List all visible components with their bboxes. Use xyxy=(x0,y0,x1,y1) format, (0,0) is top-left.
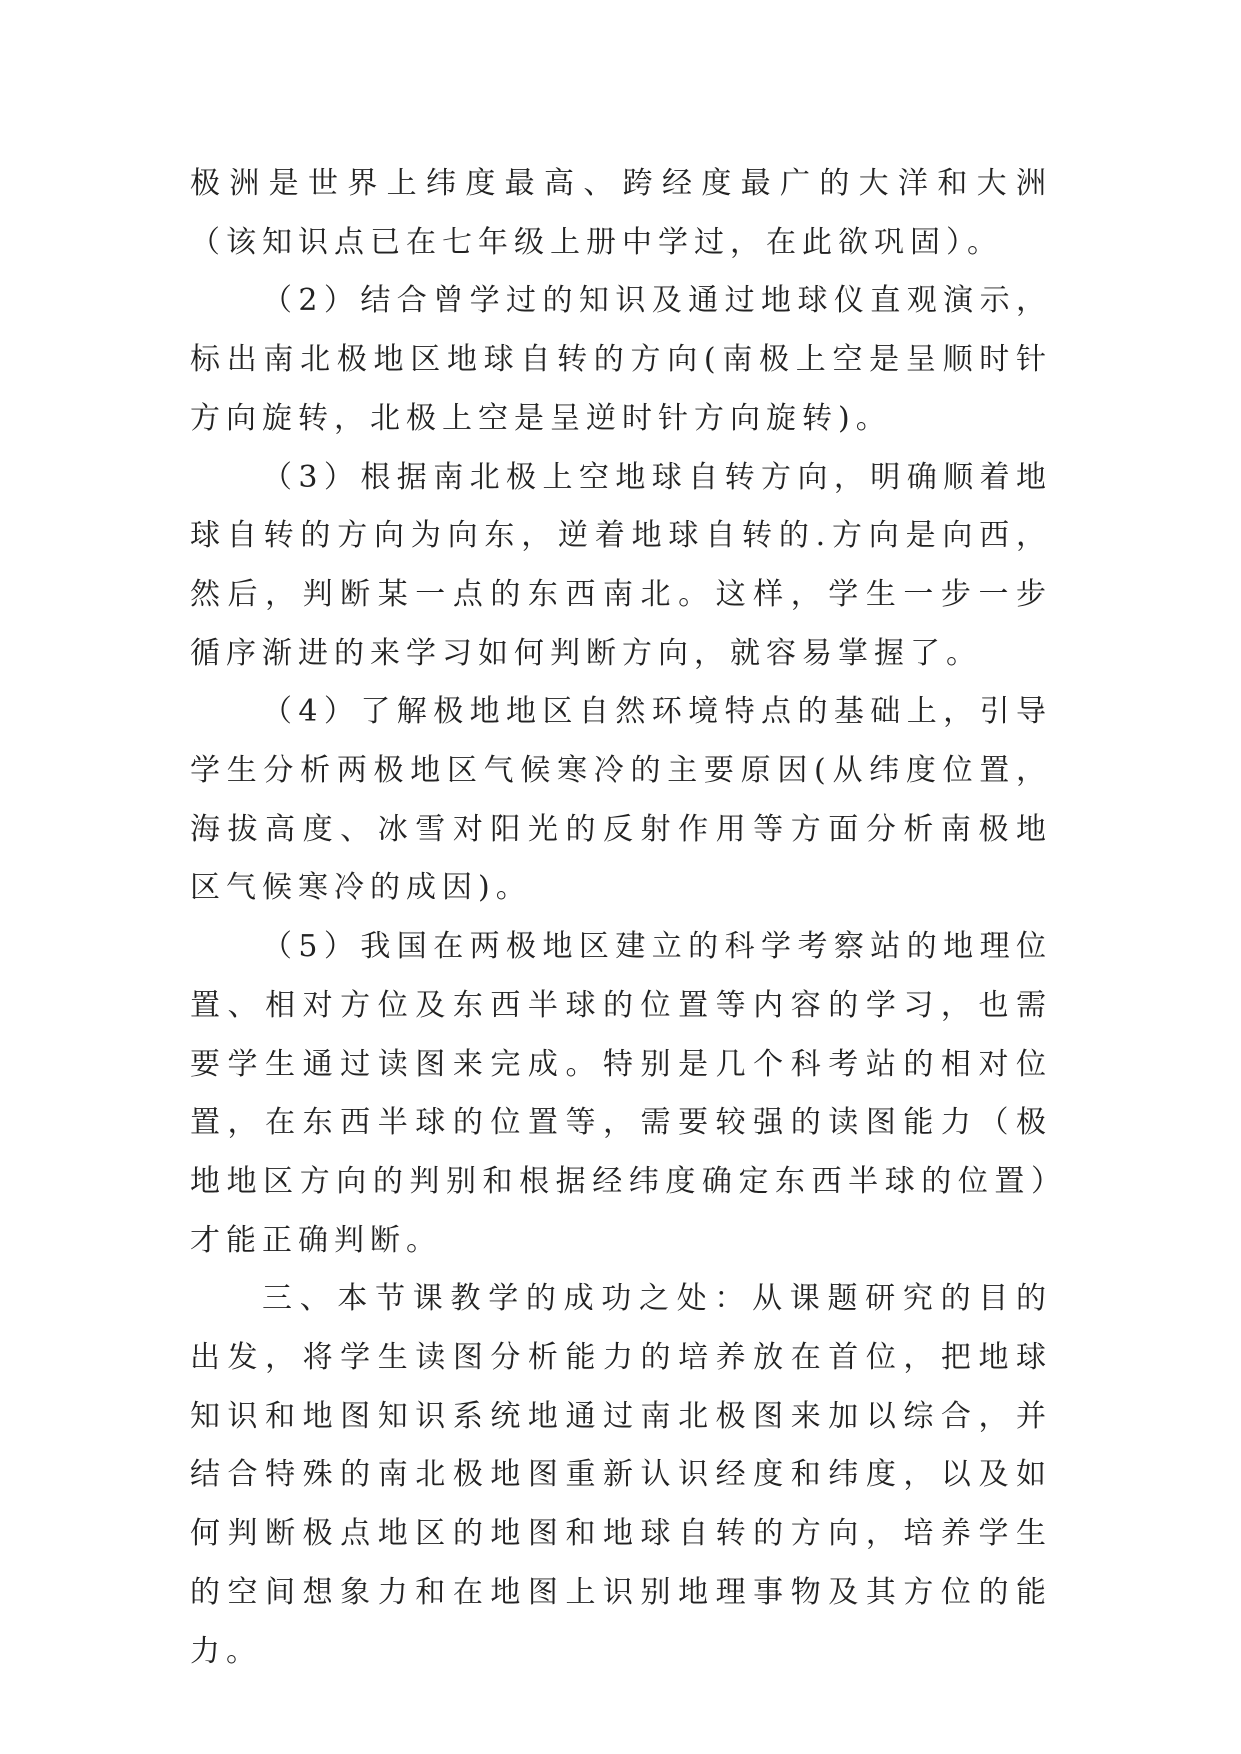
paragraph-item-3: （3）根据南北极上空地球自转方向，明确顺着地球自转的方向为向东，逆着地球自转的.方向是向西，然后，判断某一点的东西南北。这样，学生一步一步循序渐进的来学习如何判断方向，就容易掌握了。 xyxy=(190,459,1052,671)
paragraph-continuation: 极洲是世界上纬度最高、跨经度最广的大洋和大洲（该知识点已在七年级上册中学过，在此欲巩固）。 xyxy=(190,166,1052,260)
paragraph-item-4: （4）了解极地地区自然环境特点的基础上，引导学生分析两极地区气候寒冷的主要原因(从纬度位置，海拔高度、冰雪对阳光的反射作用等方面分析南极地区气候寒冷的成因)。 xyxy=(190,694,1052,906)
paragraph-item-5: （5）我国在两极地区建立的科学考察站的地理位置、相对方位及东西半球的位置等内容的学习，也需要学生通过读图来完成。特别是几个科考站的相对位置，在东西半球的位置等，需要较强的读图能力（极地地区方向的判别和根据经纬度确定东西半球的位置）才能正确判断。 xyxy=(190,929,1052,1258)
paragraph-section-three: 三、本节课教学的成功之处：从课题研究的目的出发，将学生读图分析能力的培养放在首位，把地球知识和地图知识系统地通过南北极图来加以综合，并结合特殊的南北极地图重新认识经度和纬度，以及如何判断极点地区的地图和地球自转的方向，培养学生的空间想象力和在地图上识别地理事物及其方位的能力。 xyxy=(190,1281,1052,1669)
paragraph-item-2: （2）结合曾学过的知识及通过地球仪直观演示，标出南北极地区地球自转的方向(南极上空是呈顺时针方向旋转，北极上空是呈逆时针方向旋转)。 xyxy=(190,283,1052,436)
document-body xyxy=(190,155,1052,1681)
